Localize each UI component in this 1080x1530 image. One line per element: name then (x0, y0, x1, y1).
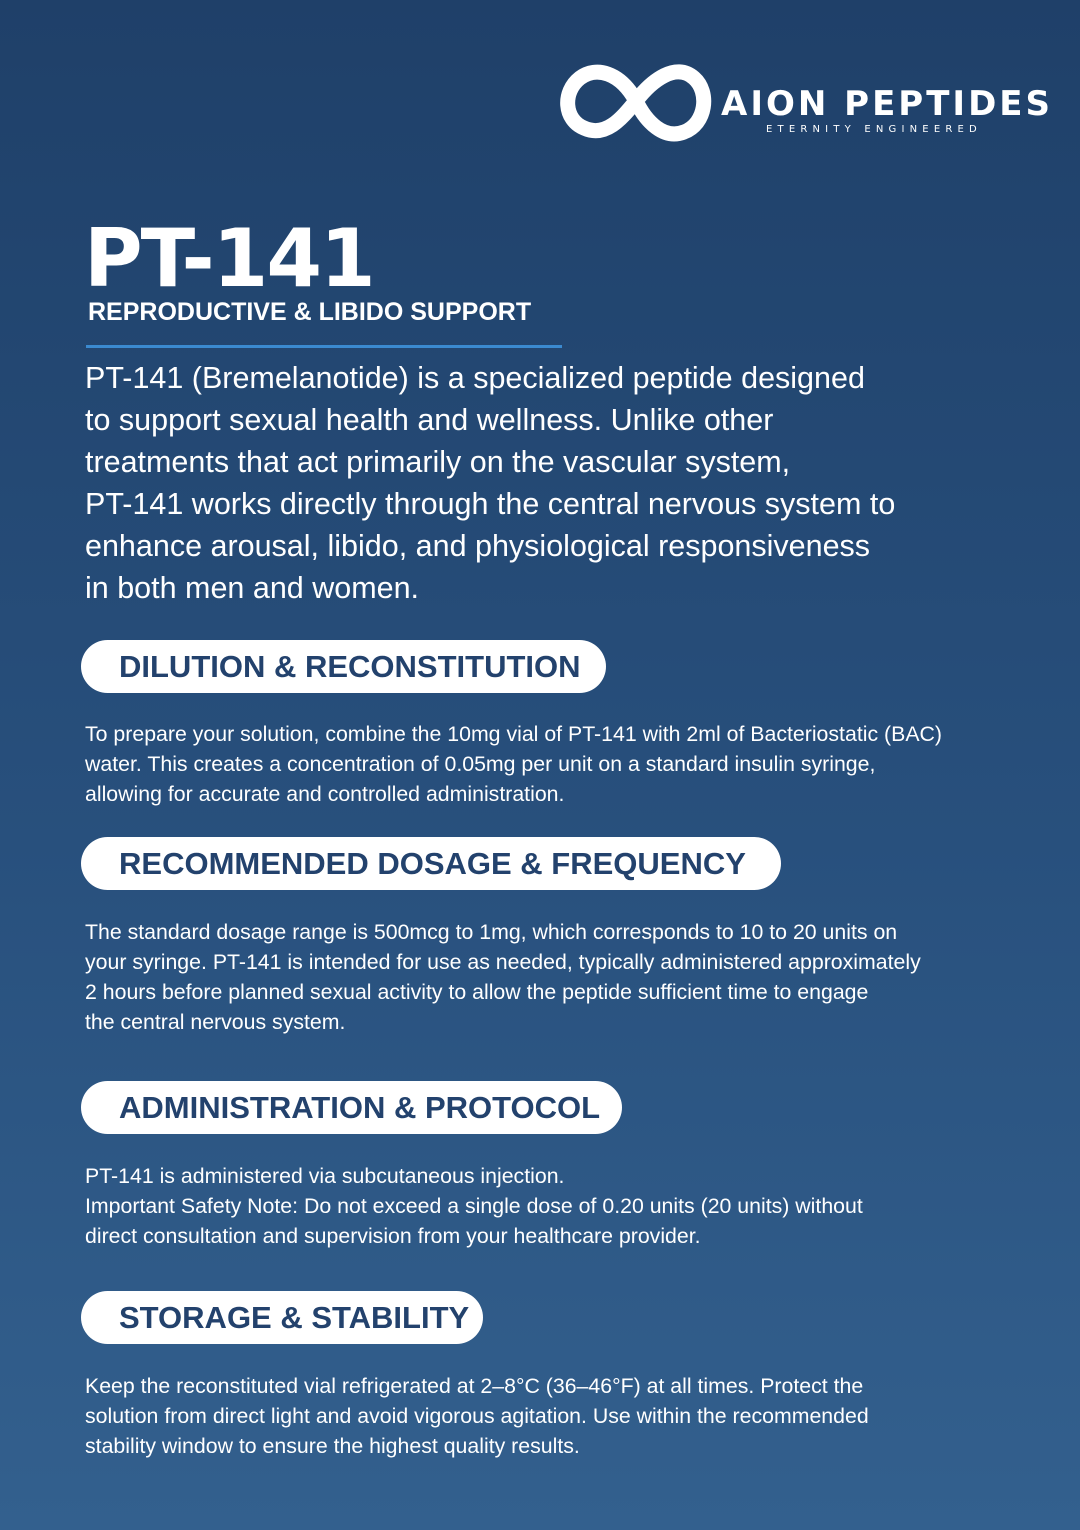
brand-tagline: ETERNITY ENGINEERED (766, 124, 982, 135)
section-heading-dilution: DILUTION & RECONSTITUTION (81, 640, 606, 693)
intro-line: enhance arousal, libido, and physiological responsiveness (85, 529, 871, 563)
section-body-administration (85, 1161, 1030, 1251)
brand-header (560, 50, 1054, 155)
section-heading-administration: ADMINISTRATION & PROTOCOL (81, 1081, 622, 1134)
intro-line: to support sexual health and wellness. Unlike other (85, 403, 774, 437)
body-line: Keep the reconstituted vial refrigerated at 2–8°C (36–46°F) at all times. Protect the (85, 1374, 864, 1398)
brand-name: AION PEPTIDES (721, 84, 1054, 124)
body-line: your syringe. PT-141 is intended for use as needed, typically administered approximately (85, 950, 921, 974)
body-line: The standard dosage range is 500mcg to 1mg, which corresponds to 10 to 20 units on (85, 920, 898, 944)
section-heading-dosage: RECOMMENDED DOSAGE & FREQUENCY (81, 837, 781, 890)
infinity-logo-icon (560, 50, 712, 152)
body-line: allowing for accurate and controlled administration. (85, 782, 565, 806)
body-line: the central nervous system. (85, 1010, 346, 1034)
body-line: PT-141 is administered via subcutaneous injection. (85, 1164, 565, 1188)
section-heading-storage: STORAGE & STABILITY (81, 1291, 483, 1344)
body-line: stability window to ensure the highest quality results. (85, 1434, 580, 1458)
body-line: direct consultation and supervision from your healthcare provider. (85, 1224, 701, 1248)
intro-line: in both men and women. (85, 571, 420, 605)
intro-line: PT-141 (Bremelanotide) is a specialized peptide designed (85, 361, 865, 395)
section-body-storage (85, 1371, 1030, 1461)
intro-line: PT-141 works directly through the central nervous system to (85, 487, 896, 521)
title-divider (86, 345, 562, 348)
body-line: 2 hours before planned sexual activity to allow the peptide sufficient time to engage (85, 980, 869, 1004)
section-body-dilution (85, 719, 1030, 809)
intro-paragraph (85, 357, 985, 609)
product-title: PT-141 (84, 212, 374, 305)
product-subtitle: REPRODUCTIVE & LIBIDO SUPPORT (88, 298, 532, 326)
body-line: water. This creates a concentration of 0.05mg per unit on a standard insulin syringe, (85, 752, 876, 776)
intro-line: treatments that act primarily on the vascular system, (85, 445, 791, 479)
body-line: solution from direct light and avoid vigorous agitation. Use within the recommended (85, 1404, 869, 1428)
body-line: To prepare your solution, combine the 10mg vial of PT-141 with 2ml of Bacteriostatic (BAC) (85, 722, 943, 746)
body-line: Important Safety Note: Do not exceed a single dose of 0.20 units (20 units) without (85, 1194, 863, 1218)
section-body-dosage (85, 917, 1030, 1037)
